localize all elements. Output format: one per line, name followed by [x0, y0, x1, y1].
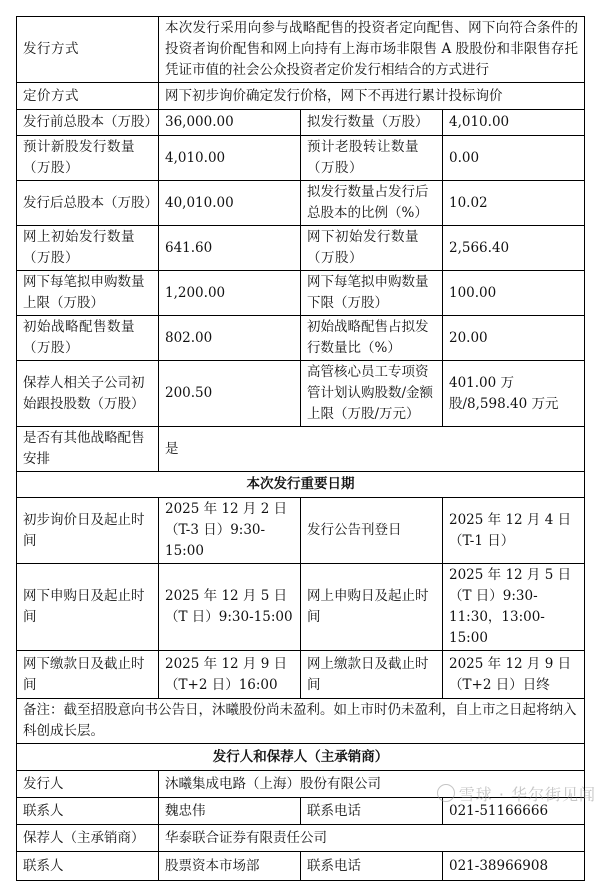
issuer-contact-value: 魏忠伟: [159, 798, 301, 825]
exec-plan-label: 高管核心员工专项资管计划认购股数/金额上限（万股/万元）: [301, 361, 443, 427]
sponsor-contact-value: 股票资本市场部: [159, 852, 301, 881]
row-initial-online-offline: [17, 226, 585, 271]
old-shares-transfer-value: 0.00: [443, 136, 585, 181]
post-issue-shares-label: 发行后总股本（万股）: [17, 181, 159, 226]
row-sponsor: [17, 825, 585, 852]
row-post-issue-shares: [17, 181, 585, 226]
new-shares-value: 4,010.00: [159, 136, 301, 181]
row-other-strategic: [17, 427, 585, 472]
offline-payment-label: 网下缴款日及截止时间: [17, 651, 159, 699]
offline-payment-value: 2025 年 12 月 9 日（T+2 日）16:00: [159, 651, 301, 699]
row-payment-dates: [17, 651, 585, 699]
parties-section-title: 发行人和保荐人（主承销商）: [17, 744, 585, 771]
post-issue-shares-value: 40,010.00: [159, 181, 301, 226]
offline-sub-lower-label: 网下每笔拟申购数量下限（万股）: [301, 271, 443, 316]
offline-initial-qty-value: 2,566.40: [443, 226, 585, 271]
issuer-value: 沐曦集成电路（上海）股份有限公司: [159, 771, 585, 798]
strategic-ratio-label: 初始战略配售占拟发行数量比（%）: [301, 316, 443, 361]
row-note: [17, 699, 585, 744]
issuer-label: 发行人: [17, 771, 159, 798]
old-shares-transfer-label: 预计老股转让数量（万股）: [301, 136, 443, 181]
issue-method-label: 发行方式: [17, 17, 159, 83]
row-sponsor-contact: [17, 852, 585, 881]
online-payment-label: 网上缴款日及截止时间: [301, 651, 443, 699]
row-strategic-placement: [17, 316, 585, 361]
planned-issue-qty-label: 拟发行数量（万股）: [301, 110, 443, 136]
prelim-inquiry-value: 2025 年 12 月 2 日（T-3 日）9:30-15:00: [159, 498, 301, 564]
issue-ratio-value: 10.02: [443, 181, 585, 226]
sponsor-value: 华泰联合证券有限责任公司: [159, 825, 585, 852]
online-payment-value: 2025 年 12 月 9 日（T+2 日）日终: [443, 651, 585, 699]
issuer-phone-label: 联系电话: [301, 798, 443, 825]
sponsor-phone-value: 021-38966908: [443, 852, 585, 881]
issue-ratio-label: 拟发行数量占发行后总股本的比例（%）: [301, 181, 443, 226]
announcement-date-value: 2025 年 12 月 4 日（T-1 日）: [443, 498, 585, 564]
online-subscription-value: 2025 年 12 月 5 日（T 日）9:30-11:30，13:00-15:00: [443, 564, 585, 651]
sponsor-coinvest-value: 200.50: [159, 361, 301, 427]
offline-sub-upper-label: 网下每笔拟申购数量上限（万股）: [17, 271, 159, 316]
row-parties-header: [17, 744, 585, 771]
strategic-qty-label: 初始战略配售数量（万股）: [17, 316, 159, 361]
sponsor-coinvest-label: 保荐人相关子公司初始跟投股数（万股）: [17, 361, 159, 427]
exec-plan-value: 401.00 万股/8,598.40 万元: [443, 361, 585, 427]
watermark-logo-icon: [437, 784, 455, 802]
row-issue-method: [17, 17, 585, 83]
profitability-note: 备注：截至招股意向书公告日，沐曦股份尚未盈利。如上市时仍未盈利，自上市之日起将纳入科创成长层。: [17, 699, 585, 744]
offline-subscription-label: 网下申购日及起止时间: [17, 564, 159, 651]
other-strategic-value: 是: [159, 427, 585, 472]
online-initial-qty-value: 641.60: [159, 226, 301, 271]
planned-issue-qty-value: 4,010.00: [443, 110, 585, 136]
pre-issue-shares-label: 发行前总股本（万股）: [17, 110, 159, 136]
prelim-inquiry-label: 初步询价日及起止时间: [17, 498, 159, 564]
issuer-contact-label: 联系人: [17, 798, 159, 825]
pricing-method-label: 定价方式: [17, 83, 159, 110]
new-shares-label: 预计新股发行数量（万股）: [17, 136, 159, 181]
other-strategic-label: 是否有其他战略配售安排: [17, 427, 159, 472]
announcement-date-label: 发行公告刊登日: [301, 498, 443, 564]
row-prelim-inquiry: [17, 498, 585, 564]
strategic-qty-value: 802.00: [159, 316, 301, 361]
pricing-method-value: 网下初步询价确定发行价格，网下不再进行累计投标询价: [159, 83, 585, 110]
row-new-shares: [17, 136, 585, 181]
pre-issue-shares-value: 36,000.00: [159, 110, 301, 136]
issuer-phone-value: 021-51166666: [443, 798, 585, 825]
online-subscription-label: 网上申购日及起止时间: [301, 564, 443, 651]
ipo-summary-table: [16, 16, 585, 881]
row-pricing-method: [17, 83, 585, 110]
sponsor-phone-label: 联系电话: [301, 852, 443, 881]
issue-method-value: 本次发行采用向参与战略配售的投资者定向配售、网下向符合条件的投资者询价配售和网上向持有上海市场非限售 A 股股份和非限售存托凭证市值的社会公众投资者定价发行相结合的方式进行: [159, 17, 585, 83]
sponsor-contact-label: 联系人: [17, 852, 159, 881]
watermark: [437, 782, 596, 805]
offline-subscription-value: 2025 年 12 月 5 日（T 日）9:30-15:00: [159, 564, 301, 651]
sponsor-label: 保荐人（主承销商）: [17, 825, 159, 852]
offline-initial-qty-label: 网下初始发行数量（万股）: [301, 226, 443, 271]
row-pre-issue-shares: [17, 110, 585, 136]
online-initial-qty-label: 网上初始发行数量（万股）: [17, 226, 159, 271]
dates-section-title: 本次发行重要日期: [17, 472, 585, 498]
strategic-ratio-value: 20.00: [443, 316, 585, 361]
row-sponsor-coinvest: [17, 361, 585, 427]
watermark-text: 雪球 · 华尔街见闻: [458, 785, 596, 804]
row-offline-subscription-limits: [17, 271, 585, 316]
row-dates-header: [17, 472, 585, 498]
offline-sub-lower-value: 100.00: [443, 271, 585, 316]
row-subscription-dates: [17, 564, 585, 651]
offline-sub-upper-value: 1,200.00: [159, 271, 301, 316]
